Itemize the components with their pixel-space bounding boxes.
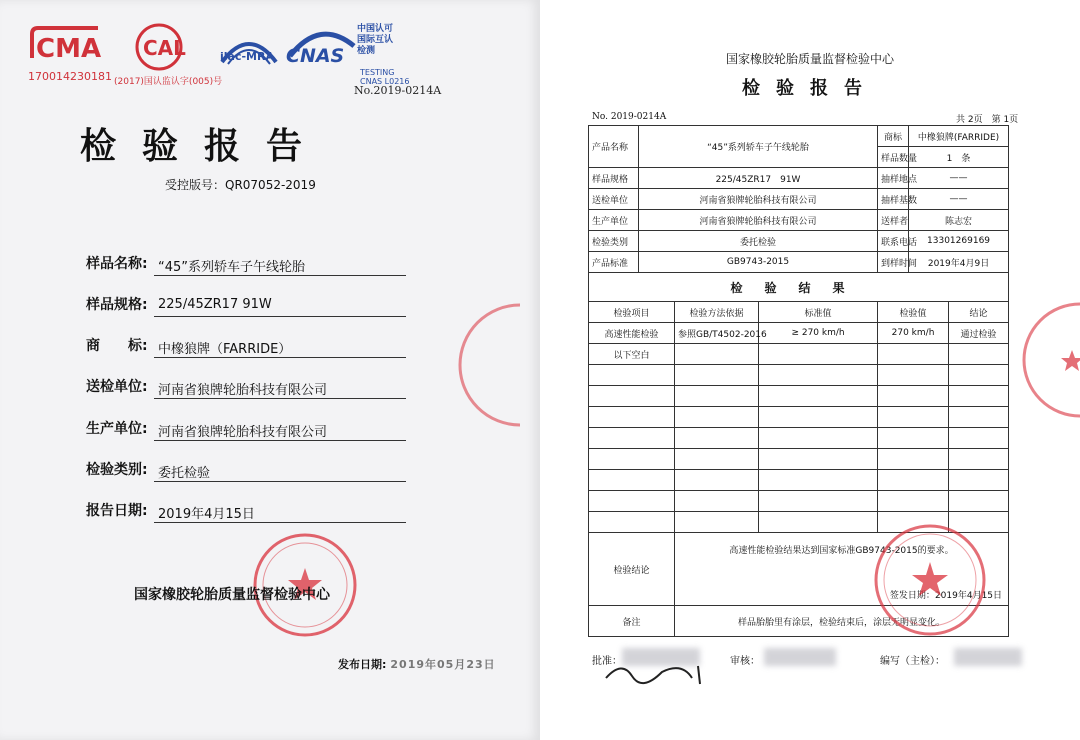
col-header-conclusion: 结论 [949, 302, 1009, 323]
field-value: “45”系列轿车子午线轮胎 [154, 256, 406, 276]
type-label: 检验类别 [589, 231, 639, 252]
cnas-logo [284, 26, 356, 68]
sampling-place-label: 抽样地点 [878, 168, 909, 189]
sender-label: 送检单位 [589, 189, 639, 210]
field-sample-spec [86, 295, 406, 317]
blank-note: 以下空白 [589, 344, 675, 365]
arrival-label: 到样时间 [878, 252, 909, 273]
control-number: 受控版号：QR07052-2019 [165, 178, 316, 192]
field-label: 报告日期: [86, 503, 148, 519]
cma-number: 170014230181 [28, 70, 112, 83]
table-row [589, 126, 1009, 147]
result-standard: ≥ 270 km/h [759, 323, 878, 344]
result-conclusion: 通过检验 [949, 323, 1009, 344]
trademark-label: 商标 [878, 126, 909, 147]
ilac-mra-logo [218, 32, 280, 72]
phone-label: 联系电话 [878, 231, 909, 252]
sample-qty-value: 1 条 [909, 147, 1009, 168]
field-value: 河南省狼牌轮胎科技有限公司 [154, 421, 406, 441]
deliverer-label: 送样者 [878, 210, 909, 231]
trademark-value: 中橡狼牌(FARRIDE) [909, 126, 1009, 147]
field-label: 检验类别: [86, 462, 148, 478]
sender-value: 河南省狼牌轮胎科技有限公司 [639, 189, 878, 210]
result-method: 参照GB/T4502-2016 [675, 323, 759, 344]
table-row [589, 210, 1009, 231]
results-header: 检验结果 [589, 273, 1009, 302]
spec-value: 225/45ZR17 91W [639, 168, 878, 189]
cma-logo-text: CMA [36, 34, 102, 64]
field-value: 委托检验 [154, 462, 406, 482]
conclusion-label: 检验结论 [589, 533, 675, 606]
col-header-measured: 检验值 [878, 302, 949, 323]
cal-number: (2017)国认监认字(005)号 [114, 77, 223, 87]
standard-label: 产品标准 [589, 252, 639, 273]
field-sample-name [86, 254, 406, 276]
table-row [589, 407, 1009, 428]
table-header-row [589, 302, 1009, 323]
field-value: 225/45ZR17 91W [154, 297, 406, 317]
field-value: 中橡狼牌（FARRIDE） [154, 338, 406, 358]
approve-label: 批准： [592, 656, 622, 667]
table-row [589, 449, 1009, 470]
field-label: 样品名称: [86, 256, 148, 272]
table-row [589, 189, 1009, 210]
cnas-logo-text: CNAS [286, 45, 345, 67]
sampling-base-label: 抽样基数 [878, 189, 909, 210]
results-report-number: No. 2019-0214A [592, 112, 667, 122]
results-title: 检验报告 [742, 78, 878, 99]
results-organization: 国家橡胶轮胎质量监督检验中心 [725, 52, 894, 66]
field-report-date [86, 501, 406, 523]
field-producer [86, 419, 406, 441]
standard-value: GB9743-2015 [639, 252, 878, 273]
results-page-info: 共 2页 第 1页 [956, 115, 1019, 125]
conclusion-text: 高速性能检验结果达到国家标准GB9743-2015的要求。 [729, 546, 954, 556]
table-row [589, 491, 1009, 512]
ilac-logo-text: ilac-MRA [220, 50, 274, 63]
cal-logo [134, 22, 184, 72]
cover-report-number: No.2019-0214A [354, 84, 442, 97]
cnas-chinese-text: 中国认可 国际互认 检测 [357, 24, 394, 56]
result-measured: 270 km/h [878, 323, 949, 344]
approve-signature-scribble [602, 656, 722, 686]
sampling-place-value: —— [909, 168, 1009, 189]
table-row [589, 168, 1009, 189]
review-signature-redacted [764, 648, 836, 666]
right-edge-seal-stamp [1038, 300, 1080, 424]
table-row [589, 365, 1009, 386]
spec-label: 样品规格 [589, 168, 639, 189]
table-row [589, 428, 1009, 449]
remarks-value: 样品胎胎里有涂层，检验结束后，涂层无明显变化。 [675, 606, 1009, 637]
type-value: 委托检验 [639, 231, 878, 252]
cma-logo [28, 24, 106, 66]
table-row [589, 470, 1009, 491]
field-label: 生产单位: [86, 421, 148, 437]
author-label: 编写（主检）： [880, 656, 945, 667]
producer-value: 河南省狼牌轮胎科技有限公司 [639, 210, 878, 231]
cnas-english-text: TESTING CNAS L0216 [360, 68, 410, 86]
accreditation-logos [22, 18, 522, 98]
table-row [589, 344, 1009, 365]
phone-value: 13301269169 [909, 231, 1009, 252]
review-label: 审核： [730, 656, 760, 667]
results-page [540, 0, 1080, 740]
col-header-standard: 标准值 [759, 302, 878, 323]
sample-qty-label: 样品数量 [878, 147, 909, 168]
table-row [589, 323, 1009, 344]
field-trademark [86, 336, 406, 358]
table-row [589, 231, 1009, 252]
field-value: 河南省狼牌轮胎科技有限公司 [154, 379, 406, 399]
col-header-item: 检验项目 [589, 302, 675, 323]
table-row [589, 386, 1009, 407]
deliverer-value: 陈志宏 [909, 210, 1009, 231]
field-label: 送检单位: [86, 379, 148, 395]
results-seal-stamp [870, 520, 990, 644]
issue-date-label: 发布日期: [338, 658, 387, 671]
cal-logo-text: CAL [143, 36, 186, 60]
cover-organization: 国家橡胶轮胎质量监督检验中心 [134, 587, 330, 603]
producer-label: 生产单位 [589, 210, 639, 231]
table-row [589, 252, 1009, 273]
result-item: 高速性能检验 [589, 323, 675, 344]
field-inspection-type [86, 460, 406, 482]
issue-date-label: 签发日期： [889, 591, 935, 601]
edge-seal-stamp [480, 300, 540, 434]
author-signature-redacted [954, 648, 1022, 666]
field-value: 2019年4月15日 [154, 503, 406, 523]
issue-date-value: 2019年4月15日 [934, 591, 1003, 601]
cover-issue-date [338, 656, 496, 672]
cover-title: 检验报告 [80, 126, 329, 167]
product-name-label: 产品名称 [589, 126, 639, 168]
table-row [589, 273, 1009, 302]
col-header-method: 检验方法依据 [675, 302, 759, 323]
product-name-value: “45”系列轿车子午线轮胎 [639, 126, 878, 168]
sampling-base-value: —— [909, 189, 1009, 210]
field-sender [86, 377, 406, 399]
arrival-value: 2019年4月9日 [909, 252, 1009, 273]
field-label: 样品规格: [86, 297, 148, 313]
field-label: 商 标: [86, 338, 148, 354]
remarks-label: 备注 [589, 606, 675, 637]
issue-date-value: 2019年05月23日 [390, 658, 496, 671]
